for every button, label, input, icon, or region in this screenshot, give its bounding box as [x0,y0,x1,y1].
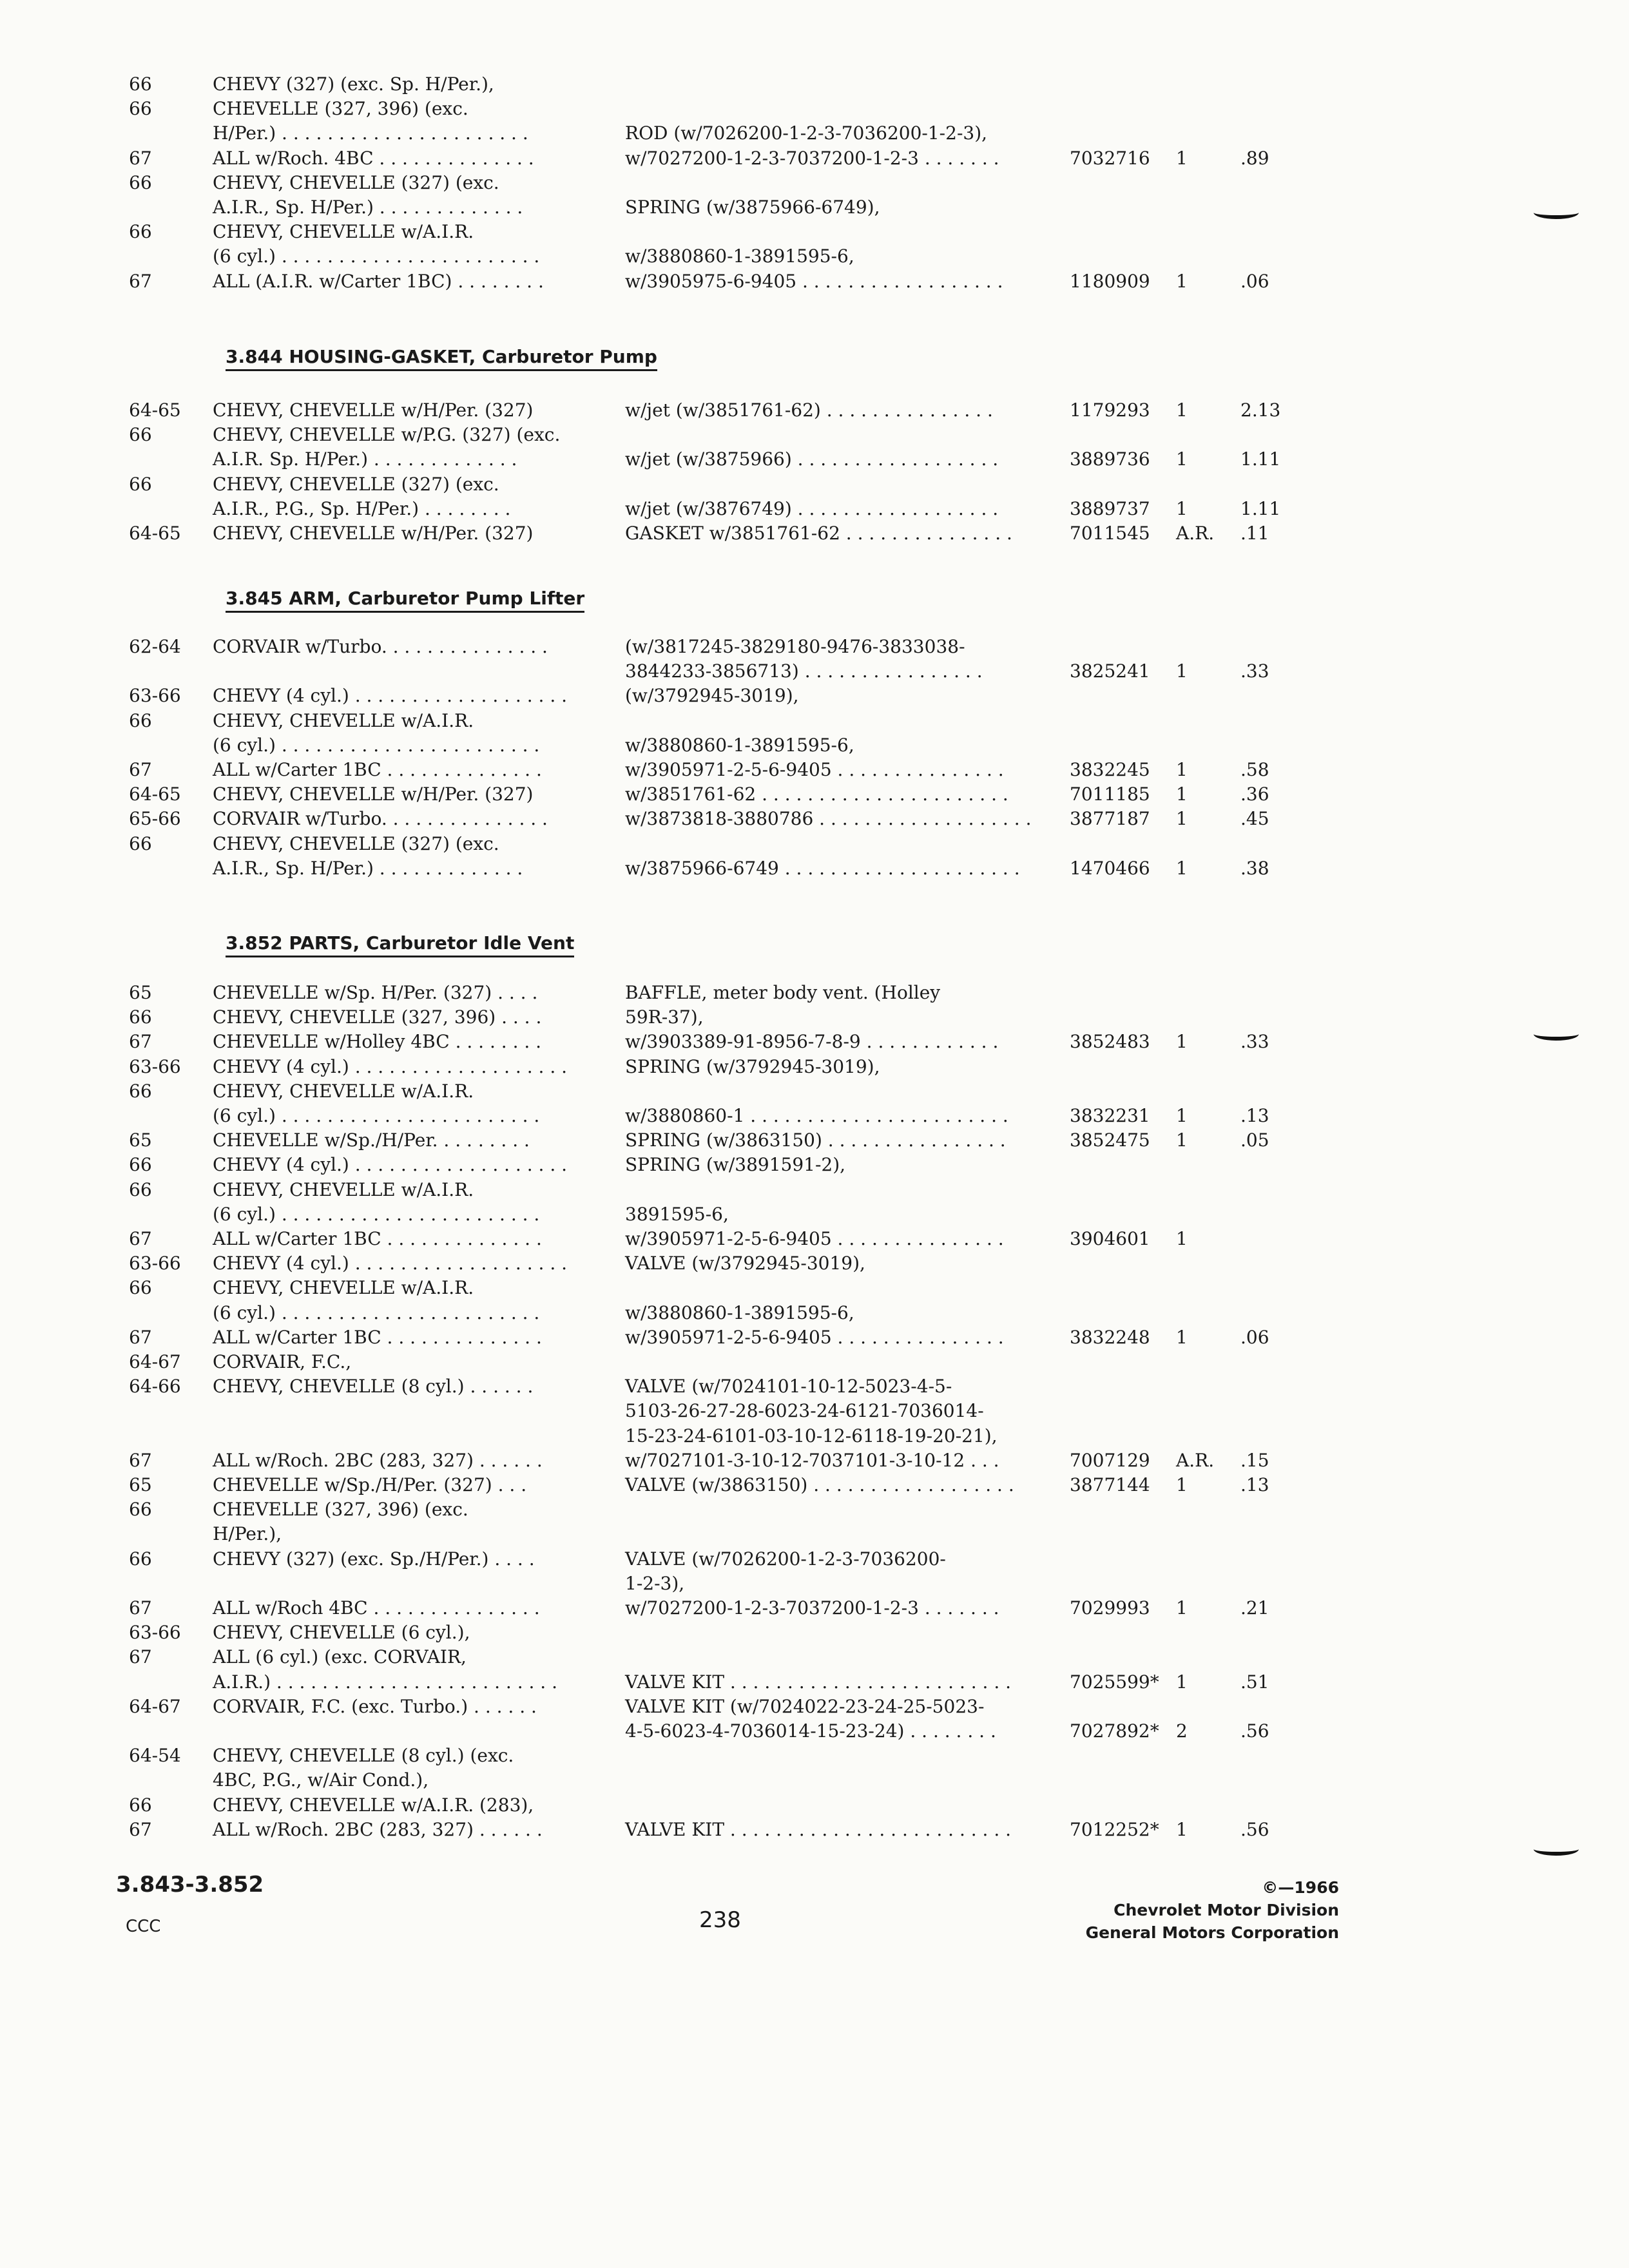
binding-mark [1534,206,1579,219]
cell-part: 3832231 [1070,1105,1150,1126]
cell-year: 63-66 [129,1622,181,1644]
cell-part: 1180909 [1070,270,1150,292]
cell-desc: w/3851761-62 . . . . . . . . . . . . . . . . . . . . . . [625,783,1008,805]
cell-model: H/Per.) . . . . . . . . . . . . . . . . . . . . . . [213,122,528,144]
footer-division: Chevrolet Motor Division [1113,1901,1339,1919]
section-title: 3.844 HOUSING-GASKET, Carburetor Pump [226,345,657,371]
cell-model: CHEVY, CHEVELLE (327) (exc. [213,473,499,495]
cell-year: 66 [129,221,152,243]
cell-desc: 3891595-6, [625,1203,729,1225]
cell-part: 1179293 [1070,399,1150,421]
cell-model: ALL w/Roch. 2BC (283, 327) . . . . . . [213,1449,543,1471]
cell-model: CHEVY, CHEVELLE w/P.G. (327) (exc. [213,424,561,446]
cell-year: 64-65 [129,523,181,544]
cell-desc: 59R-37), [625,1006,704,1028]
cell-model: ALL (6 cyl.) (exc. CORVAIR, [213,1646,467,1668]
cell-model: CHEVY, CHEVELLE w/A.I.R. (283), [213,1794,534,1816]
cell-desc: 15-23-24-6101-03-10-12-6118-19-20-21), [625,1425,998,1446]
cell-price: .06 [1240,270,1269,292]
cell-model: A.I.R.) . . . . . . . . . . . . . . . . . . . . . . . . . [213,1671,558,1693]
cell-year: 66 [129,1006,152,1028]
cell-model: H/Per.), [213,1523,282,1545]
cell-model: CHEVY, CHEVELLE w/A.I.R. [213,1080,474,1102]
cell-desc: w/jet (w/3851761-62) . . . . . . . . . . . . . . . [625,399,993,421]
cell-price: 2.13 [1240,399,1281,421]
cell-model: CHEVY, CHEVELLE w/A.I.R. [213,1178,474,1200]
cell-model: A.I.R., Sp. H/Per.) . . . . . . . . . . . . . [213,197,523,218]
cell-desc: SPRING (w/3792945-3019), [625,1055,880,1077]
cell-qty: 1 [1176,1671,1188,1693]
cell-year: 63-66 [129,1055,181,1077]
section-title: 3.845 ARM, Carburetor Pump Lifter [226,586,584,613]
cell-price: .05 [1240,1129,1269,1151]
cell-qty: 1 [1176,1597,1188,1619]
cell-model: (6 cyl.) . . . . . . . . . . . . . . . . . . . . . . . [213,734,540,756]
cell-model: ALL w/Carter 1BC . . . . . . . . . . . . . . [213,1228,542,1249]
cell-part: 3877187 [1070,808,1150,830]
cell-qty: 1 [1176,808,1188,830]
cell-part: 7007129 [1070,1449,1150,1471]
cell-year: 67 [129,759,152,780]
cell-year: 66 [129,171,152,193]
cell-year: 66 [129,1794,152,1816]
cell-model: CHEVY (4 cyl.) . . . . . . . . . . . . . . . . . . . [213,1055,568,1077]
cell-price: 1.11 [1240,448,1281,470]
cell-model: CHEVY, CHEVELLE w/H/Per. (327) [213,783,534,805]
cell-desc: VALVE KIT (w/7024022-23-24-25-5023- [625,1695,985,1717]
cell-year: 66 [129,1080,152,1102]
cell-qty: 2 [1176,1720,1188,1742]
cell-model: CHEVY (4 cyl.) . . . . . . . . . . . . . . . . . . . [213,1253,568,1274]
cell-model: CHEVY, CHEVELLE (8 cyl.) (exc. [213,1745,514,1767]
cell-model: CHEVELLE w/Sp. H/Per. (327) . . . . [213,982,538,1003]
cell-year: 64-67 [129,1351,181,1372]
cell-desc: (w/3792945-3019), [625,685,799,707]
cell-year: 67 [129,270,152,292]
cell-year: 64-65 [129,399,181,421]
cell-desc: BAFFLE, meter body vent. (Holley [625,982,941,1003]
cell-part: 7032716 [1070,147,1150,169]
cell-desc: 5103-26-27-28-6023-24-6121-7036014- [625,1400,984,1422]
cell-desc: w/jet (w/3876749) . . . . . . . . . . . . . . . . . . [625,497,999,519]
cell-year: 67 [129,147,152,169]
cell-desc: w/jet (w/3875966) . . . . . . . . . . . . . . . . . . [625,448,999,470]
cell-price: .13 [1240,1105,1269,1126]
cell-price: .33 [1240,1031,1269,1053]
cell-model: A.I.R., P.G., Sp. H/Per.) . . . . . . . . [213,497,511,519]
cell-part: 3904601 [1070,1228,1150,1249]
cell-model: CORVAIR, F.C. (exc. Turbo.) . . . . . . [213,1695,537,1717]
cell-model: ALL w/Carter 1BC . . . . . . . . . . . . . . [213,1326,542,1348]
cell-model: CHEVY, CHEVELLE w/H/Per. (327) [213,523,534,544]
cell-model: CHEVY, CHEVELLE w/A.I.R. [213,221,474,243]
cell-year: 65 [129,1129,152,1151]
cell-qty: 1 [1176,759,1188,780]
cell-desc: w/3880860-1-3891595-6, [625,1302,854,1323]
cell-part: 3832245 [1070,759,1150,780]
cell-model: A.I.R., Sp. H/Per.) . . . . . . . . . . . . . [213,857,523,879]
cell-year: 67 [129,1646,152,1668]
cell-qty: 1 [1176,448,1188,470]
cell-qty: 1 [1176,1228,1188,1249]
cell-part: 3832248 [1070,1326,1150,1348]
cell-part: 7027892* [1070,1720,1159,1742]
cell-model: CORVAIR, F.C., [213,1351,352,1372]
cell-part: 7011185 [1070,783,1150,805]
cell-price: .06 [1240,1326,1269,1348]
cell-qty: 1 [1176,1031,1188,1053]
binding-mark [1534,1843,1579,1856]
cell-year: 62-64 [129,636,181,657]
cell-qty: 1 [1176,857,1188,879]
cell-price: .89 [1240,147,1269,169]
cell-qty: 1 [1176,270,1188,292]
cell-price: .51 [1240,1671,1269,1693]
cell-model: CHEVY (4 cyl.) . . . . . . . . . . . . . . . . . . . [213,685,568,707]
cell-desc: VALVE (w/7026200-1-2-3-7036200- [625,1548,946,1570]
cell-desc: w/3880860-1 . . . . . . . . . . . . . . . . . . . . . . . [625,1105,1008,1126]
cell-desc: w/3905975-6-9405 . . . . . . . . . . . . . . . . . . [625,270,1003,292]
cell-desc: w/3880860-1-3891595-6, [625,734,854,756]
cell-year: 64-67 [129,1695,181,1717]
cell-year: 66 [129,1277,152,1299]
section-title: 3.852 PARTS, Carburetor Idle Vent [226,931,574,957]
footer-section-range: 3.843-3.852 [116,1872,264,1898]
footer-code: CCC [126,1917,161,1936]
cell-model: ALL (A.I.R. w/Carter 1BC) . . . . . . . . [213,270,544,292]
cell-desc: w/3905971-2-5-6-9405 . . . . . . . . . . . . . . . [625,1228,1004,1249]
cell-year: 66 [129,424,152,446]
cell-part: 3877144 [1070,1474,1150,1495]
cell-year: 66 [129,1178,152,1200]
cell-desc: w/7027200-1-2-3-7037200-1-2-3 . . . . . . . [625,147,999,169]
cell-model: CHEVY, CHEVELLE w/A.I.R. [213,709,474,731]
cell-model: CORVAIR w/Turbo. . . . . . . . . . . . . . . [213,808,548,830]
cell-year: 66 [129,73,152,95]
cell-price: .13 [1240,1474,1269,1495]
cell-qty: 1 [1176,1129,1188,1151]
cell-year: 65 [129,982,152,1003]
cell-price: .21 [1240,1597,1269,1619]
footer-corporation: General Motors Corporation [1085,1923,1339,1942]
cell-desc: w/3880860-1-3891595-6, [625,245,854,267]
cell-model: (6 cyl.) . . . . . . . . . . . . . . . . . . . . . . . [213,1302,540,1323]
page-number: 238 [699,1907,741,1933]
cell-desc: 4-5-6023-4-7036014-15-23-24) . . . . . . . . [625,1720,996,1742]
cell-model: CHEVY (327) (exc. Sp./H/Per.) . . . . [213,1548,535,1570]
cell-model: CHEVY, CHEVELLE w/A.I.R. [213,1277,474,1299]
cell-price: .38 [1240,857,1269,879]
cell-model: CHEVELLE (327, 396) (exc. [213,1499,468,1521]
cell-part: 3889737 [1070,497,1150,519]
cell-qty: 1 [1176,497,1188,519]
cell-year: 67 [129,1031,152,1053]
cell-year: 65-66 [129,808,181,830]
cell-desc: VALVE KIT . . . . . . . . . . . . . . . . . . . . . . . . . [625,1671,1012,1693]
cell-year: 66 [129,98,152,120]
cell-desc: w/3903389-91-8956-7-8-9 . . . . . . . . . . . . [625,1031,999,1053]
cell-model: CORVAIR w/Turbo. . . . . . . . . . . . . . . [213,636,548,657]
cell-part: 3825241 [1070,660,1150,682]
cell-desc: w/3905971-2-5-6-9405 . . . . . . . . . . . . . . . [625,1326,1004,1348]
cell-desc: SPRING (w/3891591-2), [625,1154,846,1176]
cell-price: .36 [1240,783,1269,805]
cell-part: 3889736 [1070,448,1150,470]
cell-desc: (w/3817245-3829180-9476-3833038- [625,636,965,657]
cell-model: CHEVY (4 cyl.) . . . . . . . . . . . . . . . . . . . [213,1154,568,1176]
cell-qty: 1 [1176,1105,1188,1126]
cell-desc: w/7027200-1-2-3-7037200-1-2-3 . . . . . . . [625,1597,999,1619]
cell-model: CHEVELLE (327, 396) (exc. [213,98,468,120]
cell-qty: 1 [1176,783,1188,805]
cell-year: 66 [129,709,152,731]
cell-model: ALL w/Roch. 2BC (283, 327) . . . . . . [213,1818,543,1840]
cell-year: 66 [129,1154,152,1176]
cell-desc: VALVE (w/3792945-3019), [625,1253,865,1274]
cell-year: 67 [129,1597,152,1619]
cell-year: 67 [129,1449,152,1471]
cell-desc: ROD (w/7026200-1-2-3-7036200-1-2-3), [625,122,988,144]
cell-desc: w/3905971-2-5-6-9405 . . . . . . . . . . . . . . . [625,759,1004,780]
cell-model: (6 cyl.) . . . . . . . . . . . . . . . . . . . . . . . [213,1203,540,1225]
cell-year: 66 [129,832,152,854]
cell-model: ALL w/Roch 4BC . . . . . . . . . . . . . . . [213,1597,540,1619]
cell-year: 67 [129,1326,152,1348]
cell-year: 64-54 [129,1745,181,1767]
cell-year: 64-65 [129,783,181,805]
cell-qty: 1 [1176,660,1188,682]
cell-qty: 1 [1176,1474,1188,1495]
cell-price: .58 [1240,759,1269,780]
cell-part: 7029993 [1070,1597,1150,1619]
cell-year: 63-66 [129,1253,181,1274]
cell-model: CHEVELLE w/Holley 4BC . . . . . . . . [213,1031,542,1053]
cell-year: 64-66 [129,1376,181,1398]
cell-qty: A.R. [1176,523,1215,544]
cell-price: .11 [1240,523,1269,544]
cell-qty: 1 [1176,147,1188,169]
cell-qty: 1 [1176,1326,1188,1348]
cell-price: .56 [1240,1720,1269,1742]
cell-desc: VALVE (w/3863150) . . . . . . . . . . . . . . . . . . [625,1474,1014,1495]
cell-price: .33 [1240,660,1269,682]
cell-model: ALL w/Roch. 4BC . . . . . . . . . . . . . . [213,147,534,169]
cell-year: 66 [129,1499,152,1521]
cell-year: 65 [129,1474,152,1495]
cell-model: CHEVY, CHEVELLE (6 cyl.), [213,1622,470,1644]
cell-model: A.I.R. Sp. H/Per.) . . . . . . . . . . . . . [213,448,517,470]
footer-copyright: ©—1966 [1262,1878,1339,1897]
cell-model: CHEVY, CHEVELLE (327) (exc. [213,832,499,854]
cell-qty: A.R. [1176,1449,1215,1471]
cell-price: .45 [1240,808,1269,830]
cell-part: 1470466 [1070,857,1150,879]
cell-part: 3852483 [1070,1031,1150,1053]
cell-desc: GASKET w/3851761-62 . . . . . . . . . . . . . . . [625,523,1012,544]
cell-year: 66 [129,473,152,495]
cell-part: 7025599* [1070,1671,1159,1693]
cell-year: 66 [129,1548,152,1570]
cell-price: .56 [1240,1818,1269,1840]
cell-part: 7011545 [1070,523,1150,544]
cell-model: (6 cyl.) . . . . . . . . . . . . . . . . . . . . . . . [213,1105,540,1126]
cell-desc: w/3873818-3880786 . . . . . . . . . . . . . . . . . . . [625,808,1032,830]
cell-desc: SPRING (w/3875966-6749), [625,197,880,218]
cell-year: 67 [129,1818,152,1840]
cell-model: CHEVY (327) (exc. Sp. H/Per.), [213,73,494,95]
cell-desc: SPRING (w/3863150) . . . . . . . . . . . . . . . . [625,1129,1006,1151]
cell-model: CHEVY, CHEVELLE w/H/Per. (327) [213,399,534,421]
cell-price: 1.11 [1240,497,1281,519]
cell-model: ALL w/Carter 1BC . . . . . . . . . . . . . . [213,759,542,780]
cell-desc: w/7027101-3-10-12-7037101-3-10-12 . . . [625,1449,999,1471]
cell-model: (6 cyl.) . . . . . . . . . . . . . . . . . . . . . . . [213,245,540,267]
cell-qty: 1 [1176,399,1188,421]
cell-desc: VALVE (w/7024101-10-12-5023-4-5- [625,1376,952,1398]
cell-desc: 3844233-3856713) . . . . . . . . . . . . . . . . [625,660,983,682]
cell-desc: VALVE KIT . . . . . . . . . . . . . . . . . . . . . . . . . [625,1818,1012,1840]
cell-model: CHEVELLE w/Sp./H/Per. . . . . . . . . [213,1129,530,1151]
cell-desc: 1-2-3), [625,1572,685,1594]
cell-model: CHEVY, CHEVELLE (327) (exc. [213,171,499,193]
cell-part: 3852475 [1070,1129,1150,1151]
cell-price: .15 [1240,1449,1269,1471]
cell-year: 67 [129,1228,152,1249]
cell-year: 63-66 [129,685,181,707]
binding-mark [1534,1028,1579,1041]
cell-part: 7012252* [1070,1818,1159,1840]
cell-qty: 1 [1176,1818,1188,1840]
cell-model: CHEVY, CHEVELLE (8 cyl.) . . . . . . [213,1376,534,1398]
cell-desc: w/3875966-6749 . . . . . . . . . . . . . . . . . . . . . [625,857,1020,879]
cell-model: 4BC, P.G., w/Air Cond.), [213,1769,429,1791]
cell-model: CHEVY, CHEVELLE (327, 396) . . . . [213,1006,542,1028]
cell-model: CHEVELLE w/Sp./H/Per. (327) . . . [213,1474,527,1495]
